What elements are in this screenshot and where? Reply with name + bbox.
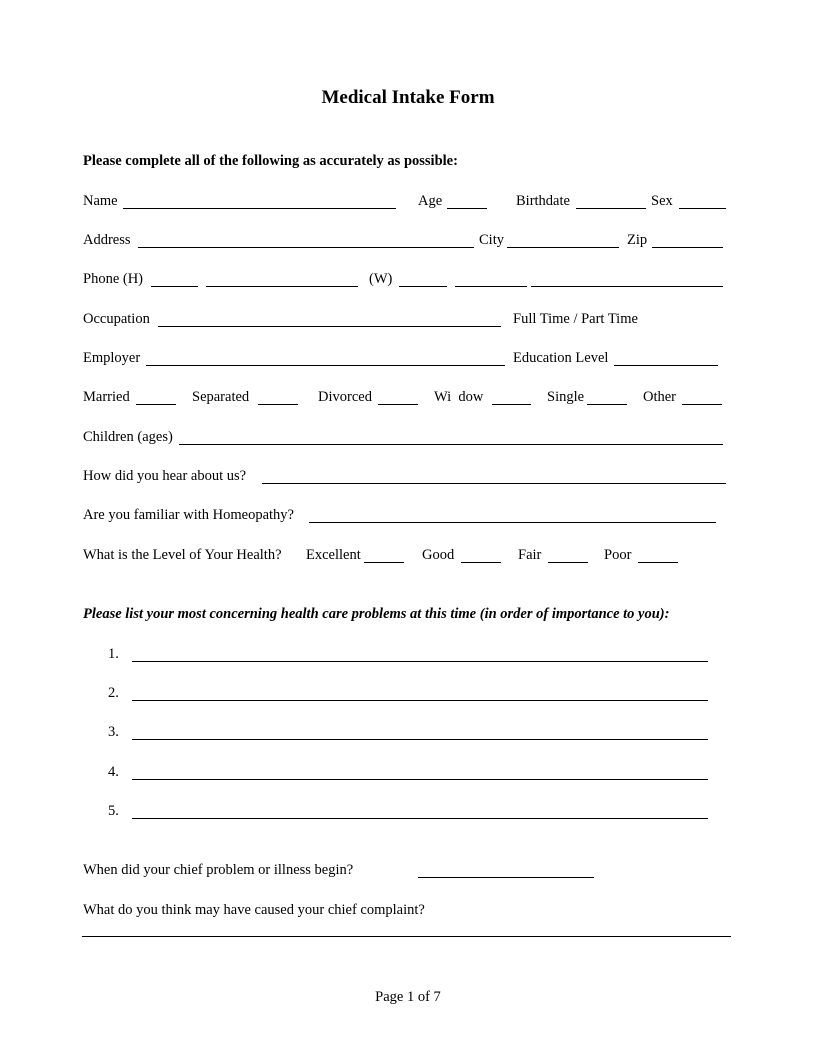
poor-label: Poor: [604, 547, 632, 563]
sex-label: Sex: [651, 193, 673, 209]
address-label: Address: [83, 232, 131, 248]
problem-number: 2.: [108, 685, 119, 701]
married-label: Married: [83, 389, 130, 405]
divorced-label: Divorced: [318, 389, 372, 405]
separated-field[interactable]: [258, 404, 298, 405]
problem-3-field[interactable]: [132, 739, 708, 740]
problem-number: 5.: [108, 803, 119, 819]
form-title: Medical Intake Form: [321, 87, 495, 108]
phone-home-label: Phone (H): [83, 271, 144, 287]
zip-field[interactable]: [652, 247, 723, 248]
name-field[interactable]: [123, 208, 396, 209]
problem-2-field[interactable]: [132, 700, 708, 701]
phone-work-number-field[interactable]: [455, 286, 527, 287]
education-level-label: Education Level: [513, 350, 609, 366]
divorced-field[interactable]: [378, 404, 418, 405]
children-label: Children (ages): [83, 429, 173, 445]
fair-field[interactable]: [548, 562, 588, 563]
chief-complaint-cause-field[interactable]: [82, 936, 731, 937]
good-field[interactable]: [461, 562, 501, 563]
problem-number: 3.: [108, 724, 119, 740]
excellent-field[interactable]: [364, 562, 404, 563]
phone-home-number-field[interactable]: [206, 286, 358, 287]
poor-field[interactable]: [638, 562, 678, 563]
birthdate-label: Birthdate: [516, 193, 570, 209]
birthdate-field[interactable]: [576, 208, 646, 209]
referral-label: How did you hear about us?: [83, 468, 247, 484]
occupation-label: Occupation: [83, 311, 150, 327]
problem-1-field[interactable]: [132, 661, 708, 662]
chief-problem-begin-label: When did your chief problem or illness begin?: [83, 862, 354, 878]
employer-label: Employer: [83, 350, 141, 366]
excellent-label: Excellent: [306, 547, 361, 563]
phone-work-label: (W): [369, 271, 393, 287]
health-level-question: What is the Level of Your Health?: [83, 547, 282, 563]
age-label: Age: [418, 193, 443, 209]
homeopathy-label: Are you familiar with Homeopathy?: [83, 507, 294, 523]
employer-field[interactable]: [146, 365, 505, 366]
homeopathy-field[interactable]: [309, 522, 716, 523]
sex-field[interactable]: [679, 208, 726, 209]
age-field[interactable]: [447, 208, 487, 209]
other-label: Other: [643, 389, 677, 405]
employment-type-label: Full Time / Part Time: [513, 311, 638, 327]
instructions-text: Please complete all of the following as accurately as possible:: [83, 153, 458, 169]
widow-label: Wi dow: [434, 389, 484, 405]
education-level-field[interactable]: [614, 365, 718, 366]
problem-number: 4.: [108, 764, 119, 780]
problem-5-field[interactable]: [132, 818, 708, 819]
phone-work-area-field[interactable]: [399, 286, 447, 287]
children-field[interactable]: [179, 444, 723, 445]
chief-complaint-cause-label: What do you think may have caused your chief complaint?: [83, 902, 425, 918]
city-field[interactable]: [507, 247, 619, 248]
single-label: Single: [547, 389, 585, 405]
address-field[interactable]: [138, 247, 474, 248]
problems-heading: Please list your most concerning health care problems at this time (in order of importance to you):: [83, 606, 670, 622]
name-label: Name: [83, 193, 118, 209]
page-number: Page 1 of 7: [375, 989, 441, 1005]
phone-home-area-field[interactable]: [151, 286, 198, 287]
occupation-field[interactable]: [158, 326, 501, 327]
city-label: City: [479, 232, 504, 248]
other-field[interactable]: [682, 404, 722, 405]
chief-problem-begin-field[interactable]: [418, 877, 594, 878]
phone-work-extra-field[interactable]: [531, 286, 723, 287]
single-field[interactable]: [587, 404, 627, 405]
married-field[interactable]: [136, 404, 176, 405]
referral-field[interactable]: [262, 483, 726, 484]
problem-4-field[interactable]: [132, 779, 708, 780]
widow-field[interactable]: [492, 404, 531, 405]
fair-label: Fair: [518, 547, 542, 563]
separated-label: Separated: [192, 389, 250, 405]
zip-label: Zip: [627, 232, 648, 248]
good-label: Good: [422, 547, 455, 563]
problem-number: 1.: [108, 646, 119, 662]
